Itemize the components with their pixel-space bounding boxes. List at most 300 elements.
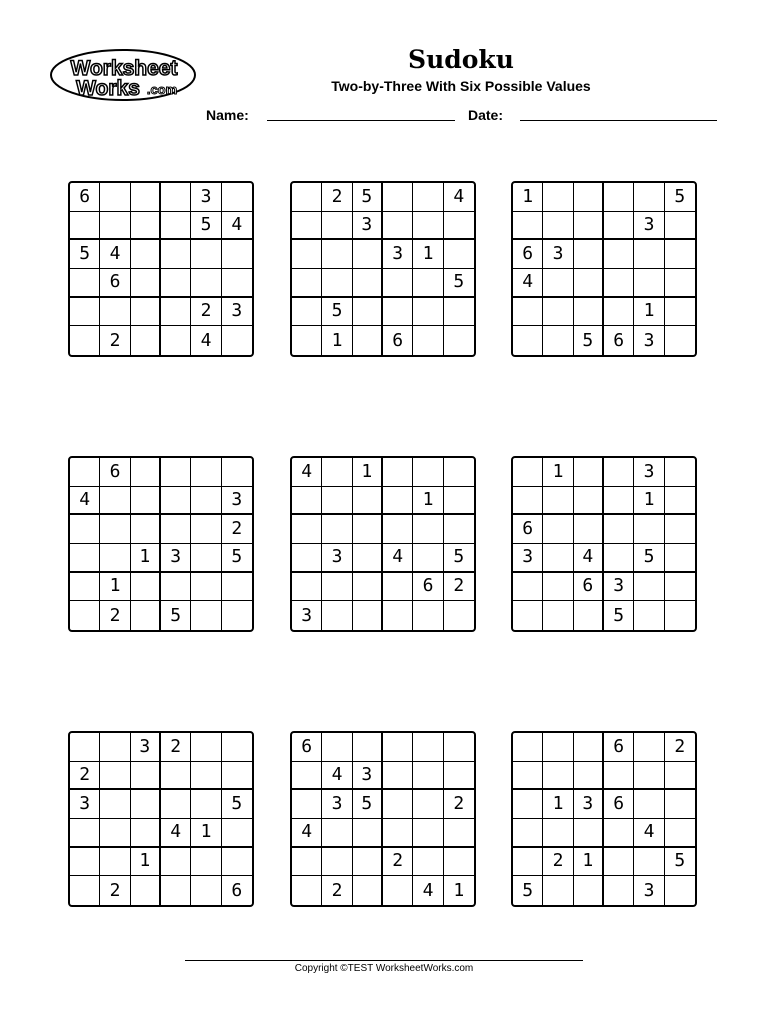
sudoku-cell[interactable] — [665, 790, 695, 819]
sudoku-cell[interactable] — [665, 515, 695, 544]
sudoku-cell[interactable] — [513, 733, 543, 762]
sudoku-cell[interactable] — [574, 240, 604, 269]
sudoku-cell[interactable] — [444, 298, 474, 327]
sudoku-cell[interactable] — [100, 544, 130, 573]
sudoku-cell[interactable] — [383, 183, 413, 212]
sudoku-cell[interactable] — [444, 240, 474, 269]
sudoku-cell[interactable] — [100, 762, 130, 791]
sudoku-cell[interactable]: 6 — [604, 326, 634, 355]
sudoku-cell[interactable] — [634, 790, 664, 819]
sudoku-cell[interactable]: 5 — [222, 544, 252, 573]
sudoku-cell[interactable] — [292, 269, 322, 298]
sudoku-cell[interactable] — [604, 819, 634, 848]
sudoku-cell[interactable]: 1 — [191, 819, 221, 848]
sudoku-cell[interactable] — [161, 183, 191, 212]
sudoku-cell[interactable] — [322, 240, 352, 269]
sudoku-cell[interactable] — [543, 573, 573, 602]
sudoku-cell[interactable] — [353, 487, 383, 516]
sudoku-cell[interactable] — [191, 848, 221, 877]
sudoku-cell[interactable]: 5 — [444, 544, 474, 573]
sudoku-cell[interactable] — [604, 876, 634, 905]
sudoku-cell[interactable] — [543, 819, 573, 848]
sudoku-cell[interactable] — [322, 458, 352, 487]
sudoku-cell[interactable] — [413, 790, 443, 819]
sudoku-cell[interactable]: 1 — [353, 458, 383, 487]
sudoku-cell[interactable] — [100, 487, 130, 516]
sudoku-cell[interactable] — [131, 819, 161, 848]
sudoku-cell[interactable] — [444, 848, 474, 877]
sudoku-cell[interactable] — [383, 733, 413, 762]
sudoku-cell[interactable]: 6 — [513, 240, 543, 269]
sudoku-cell[interactable] — [161, 790, 191, 819]
sudoku-cell[interactable] — [222, 762, 252, 791]
sudoku-cell[interactable] — [543, 183, 573, 212]
sudoku-cell[interactable] — [604, 515, 634, 544]
sudoku-cell[interactable] — [543, 515, 573, 544]
sudoku-cell[interactable] — [322, 601, 352, 630]
sudoku-cell[interactable] — [70, 212, 100, 241]
sudoku-cell[interactable] — [70, 819, 100, 848]
sudoku-cell[interactable] — [70, 269, 100, 298]
sudoku-cell[interactable] — [383, 876, 413, 905]
sudoku-cell[interactable] — [322, 819, 352, 848]
sudoku-cell[interactable] — [513, 487, 543, 516]
sudoku-cell[interactable]: 4 — [100, 240, 130, 269]
sudoku-cell[interactable] — [70, 601, 100, 630]
sudoku-cell[interactable] — [131, 269, 161, 298]
sudoku-cell[interactable] — [131, 762, 161, 791]
sudoku-cell[interactable] — [604, 183, 634, 212]
sudoku-cell[interactable] — [513, 762, 543, 791]
sudoku-cell[interactable] — [543, 876, 573, 905]
sudoku-cell[interactable] — [70, 733, 100, 762]
sudoku-cell[interactable] — [383, 573, 413, 602]
sudoku-cell[interactable] — [70, 326, 100, 355]
sudoku-cell[interactable]: 1 — [513, 183, 543, 212]
sudoku-cell[interactable]: 4 — [222, 212, 252, 241]
sudoku-cell[interactable]: 4 — [413, 876, 443, 905]
sudoku-cell[interactable] — [161, 298, 191, 327]
sudoku-cell[interactable] — [191, 876, 221, 905]
sudoku-cell[interactable]: 2 — [383, 848, 413, 877]
sudoku-cell[interactable]: 5 — [444, 269, 474, 298]
sudoku-cell[interactable]: 4 — [322, 762, 352, 791]
sudoku-cell[interactable] — [665, 762, 695, 791]
sudoku-cell[interactable]: 6 — [574, 573, 604, 602]
sudoku-cell[interactable]: 1 — [634, 298, 664, 327]
sudoku-cell[interactable]: 3 — [634, 876, 664, 905]
sudoku-cell[interactable] — [513, 819, 543, 848]
sudoku-cell[interactable]: 5 — [513, 876, 543, 905]
sudoku-cell[interactable] — [444, 487, 474, 516]
sudoku-cell[interactable] — [292, 326, 322, 355]
sudoku-cell[interactable] — [665, 876, 695, 905]
sudoku-cell[interactable]: 1 — [131, 544, 161, 573]
sudoku-cell[interactable] — [322, 269, 352, 298]
sudoku-cell[interactable] — [100, 298, 130, 327]
sudoku-cell[interactable]: 6 — [413, 573, 443, 602]
sudoku-cell[interactable] — [574, 601, 604, 630]
sudoku-cell[interactable]: 5 — [161, 601, 191, 630]
sudoku-cell[interactable] — [604, 212, 634, 241]
sudoku-cell[interactable] — [353, 544, 383, 573]
sudoku-cell[interactable] — [353, 240, 383, 269]
sudoku-cell[interactable] — [513, 601, 543, 630]
sudoku-cell[interactable] — [222, 573, 252, 602]
sudoku-cell[interactable]: 2 — [222, 515, 252, 544]
sudoku-cell[interactable]: 5 — [574, 326, 604, 355]
sudoku-cell[interactable] — [292, 298, 322, 327]
sudoku-cell[interactable] — [292, 876, 322, 905]
sudoku-cell[interactable] — [100, 733, 130, 762]
sudoku-cell[interactable] — [322, 212, 352, 241]
sudoku-cell[interactable]: 2 — [665, 733, 695, 762]
sudoku-cell[interactable] — [665, 601, 695, 630]
sudoku-cell[interactable]: 4 — [513, 269, 543, 298]
sudoku-cell[interactable]: 3 — [191, 183, 221, 212]
sudoku-cell[interactable] — [322, 848, 352, 877]
sudoku-cell[interactable] — [513, 848, 543, 877]
sudoku-cell[interactable] — [513, 326, 543, 355]
sudoku-cell[interactable] — [70, 298, 100, 327]
sudoku-cell[interactable] — [543, 326, 573, 355]
sudoku-cell[interactable] — [604, 762, 634, 791]
sudoku-cell[interactable] — [543, 544, 573, 573]
sudoku-cell[interactable] — [665, 240, 695, 269]
sudoku-cell[interactable] — [413, 298, 443, 327]
sudoku-cell[interactable] — [543, 212, 573, 241]
sudoku-cell[interactable] — [665, 573, 695, 602]
name-field[interactable] — [267, 120, 455, 121]
sudoku-cell[interactable] — [353, 876, 383, 905]
sudoku-cell[interactable] — [131, 212, 161, 241]
sudoku-cell[interactable] — [574, 298, 604, 327]
sudoku-cell[interactable] — [513, 790, 543, 819]
sudoku-cell[interactable]: 5 — [222, 790, 252, 819]
sudoku-cell[interactable] — [100, 848, 130, 877]
sudoku-cell[interactable]: 4 — [161, 819, 191, 848]
sudoku-cell[interactable]: 1 — [100, 573, 130, 602]
sudoku-cell[interactable] — [222, 848, 252, 877]
sudoku-cell[interactable]: 1 — [322, 326, 352, 355]
sudoku-cell[interactable] — [413, 544, 443, 573]
sudoku-cell[interactable] — [444, 733, 474, 762]
sudoku-cell[interactable] — [444, 212, 474, 241]
sudoku-cell[interactable] — [574, 183, 604, 212]
sudoku-cell[interactable] — [383, 487, 413, 516]
sudoku-cell[interactable] — [574, 819, 604, 848]
sudoku-cell[interactable] — [383, 601, 413, 630]
sudoku-cell[interactable] — [191, 487, 221, 516]
sudoku-cell[interactable] — [131, 183, 161, 212]
sudoku-cell[interactable] — [353, 269, 383, 298]
sudoku-cell[interactable] — [665, 326, 695, 355]
sudoku-cell[interactable] — [191, 573, 221, 602]
sudoku-cell[interactable] — [413, 458, 443, 487]
sudoku-cell[interactable] — [413, 269, 443, 298]
sudoku-cell[interactable] — [513, 298, 543, 327]
sudoku-cell[interactable]: 3 — [322, 790, 352, 819]
sudoku-cell[interactable]: 3 — [322, 544, 352, 573]
sudoku-cell[interactable] — [161, 269, 191, 298]
sudoku-cell[interactable]: 1 — [574, 848, 604, 877]
sudoku-cell[interactable] — [383, 458, 413, 487]
sudoku-cell[interactable] — [292, 212, 322, 241]
sudoku-cell[interactable] — [100, 212, 130, 241]
sudoku-cell[interactable] — [383, 790, 413, 819]
sudoku-cell[interactable] — [574, 733, 604, 762]
sudoku-cell[interactable]: 4 — [70, 487, 100, 516]
sudoku-cell[interactable]: 6 — [100, 269, 130, 298]
sudoku-cell[interactable]: 3 — [292, 601, 322, 630]
sudoku-cell[interactable] — [383, 515, 413, 544]
sudoku-cell[interactable] — [70, 458, 100, 487]
sudoku-cell[interactable]: 4 — [292, 458, 322, 487]
sudoku-cell[interactable] — [131, 876, 161, 905]
sudoku-cell[interactable] — [70, 515, 100, 544]
sudoku-cell[interactable]: 6 — [383, 326, 413, 355]
sudoku-cell[interactable]: 2 — [322, 876, 352, 905]
sudoku-cell[interactable] — [161, 876, 191, 905]
sudoku-cell[interactable] — [604, 298, 634, 327]
sudoku-cell[interactable] — [161, 240, 191, 269]
sudoku-cell[interactable] — [574, 515, 604, 544]
sudoku-cell[interactable]: 6 — [100, 458, 130, 487]
date-field[interactable] — [520, 120, 717, 121]
sudoku-cell[interactable] — [413, 326, 443, 355]
sudoku-cell[interactable]: 6 — [231, 879, 243, 901]
sudoku-cell[interactable] — [292, 183, 322, 212]
sudoku-cell[interactable] — [543, 487, 573, 516]
sudoku-cell[interactable] — [322, 487, 352, 516]
sudoku-cell[interactable]: 2 — [70, 762, 100, 791]
sudoku-cell[interactable] — [665, 487, 695, 516]
sudoku-cell[interactable] — [383, 298, 413, 327]
sudoku-cell[interactable]: 5 — [665, 848, 695, 877]
sudoku-cell[interactable] — [100, 183, 130, 212]
sudoku-cell[interactable] — [543, 733, 573, 762]
sudoku-cell[interactable]: 3 — [383, 240, 413, 269]
sudoku-cell[interactable]: 1 — [543, 458, 573, 487]
sudoku-cell[interactable] — [543, 601, 573, 630]
sudoku-cell[interactable] — [100, 819, 130, 848]
sudoku-cell[interactable]: 3 — [513, 544, 543, 573]
sudoku-cell[interactable]: 2 — [100, 601, 130, 630]
sudoku-cell[interactable] — [161, 515, 191, 544]
sudoku-cell[interactable]: 5 — [191, 212, 221, 241]
sudoku-cell[interactable] — [604, 848, 634, 877]
sudoku-cell[interactable] — [100, 790, 130, 819]
sudoku-cell[interactable] — [574, 269, 604, 298]
sudoku-cell[interactable]: 3 — [634, 212, 664, 241]
sudoku-cell[interactable] — [604, 544, 634, 573]
sudoku-cell[interactable] — [292, 762, 322, 791]
sudoku-cell[interactable]: 5 — [353, 183, 383, 212]
sudoku-cell[interactable] — [131, 573, 161, 602]
sudoku-cell[interactable] — [161, 573, 191, 602]
sudoku-cell[interactable] — [604, 240, 634, 269]
sudoku-cell[interactable]: 4 — [191, 326, 221, 355]
sudoku-cell[interactable] — [634, 573, 664, 602]
sudoku-cell[interactable] — [574, 458, 604, 487]
sudoku-cell[interactable] — [634, 515, 664, 544]
sudoku-cell[interactable] — [413, 212, 443, 241]
sudoku-cell[interactable] — [634, 762, 664, 791]
sudoku-cell[interactable]: 3 — [604, 573, 634, 602]
sudoku-cell[interactable]: 3 — [131, 733, 161, 762]
sudoku-cell[interactable] — [191, 762, 221, 791]
sudoku-cell[interactable] — [513, 573, 543, 602]
sudoku-cell[interactable] — [161, 762, 191, 791]
sudoku-cell[interactable] — [161, 848, 191, 877]
sudoku-cell[interactable] — [665, 819, 695, 848]
sudoku-cell[interactable]: 2 — [100, 876, 130, 905]
sudoku-cell[interactable] — [70, 544, 100, 573]
sudoku-cell[interactable] — [70, 848, 100, 877]
sudoku-cell[interactable] — [604, 458, 634, 487]
sudoku-cell[interactable] — [574, 487, 604, 516]
sudoku-cell[interactable] — [634, 848, 664, 877]
sudoku-cell[interactable] — [161, 487, 191, 516]
sudoku-cell[interactable]: 5 — [665, 183, 695, 212]
sudoku-cell[interactable] — [131, 458, 161, 487]
sudoku-cell[interactable]: 2 — [161, 733, 191, 762]
sudoku-cell[interactable]: 4 — [574, 544, 604, 573]
sudoku-cell[interactable]: 3 — [222, 487, 252, 516]
sudoku-cell[interactable]: 3 — [634, 458, 664, 487]
sudoku-cell[interactable] — [444, 458, 474, 487]
sudoku-cell[interactable]: 1 — [413, 487, 443, 516]
sudoku-cell[interactable] — [131, 487, 161, 516]
sudoku-cell[interactable] — [383, 269, 413, 298]
sudoku-cell[interactable]: 6 — [604, 733, 634, 762]
sudoku-cell[interactable] — [292, 240, 322, 269]
sudoku-cell[interactable] — [131, 601, 161, 630]
sudoku-cell[interactable] — [413, 819, 443, 848]
sudoku-cell[interactable] — [322, 733, 352, 762]
sudoku-cell[interactable] — [665, 212, 695, 241]
sudoku-cell[interactable] — [665, 544, 695, 573]
sudoku-cell[interactable]: 4 — [634, 819, 664, 848]
sudoku-cell[interactable] — [383, 819, 413, 848]
sudoku-cell[interactable]: 3 — [634, 326, 664, 355]
sudoku-cell[interactable]: 2 — [191, 298, 221, 327]
sudoku-cell[interactable]: 3 — [70, 790, 100, 819]
sudoku-cell[interactable] — [353, 573, 383, 602]
sudoku-cell[interactable] — [444, 762, 474, 791]
sudoku-cell[interactable] — [292, 487, 322, 516]
sudoku-cell[interactable] — [413, 515, 443, 544]
sudoku-cell[interactable]: 2 — [100, 326, 130, 355]
sudoku-cell[interactable]: 6 — [604, 790, 634, 819]
sudoku-cell[interactable]: 1 — [131, 848, 161, 877]
sudoku-cell[interactable] — [413, 183, 443, 212]
sudoku-cell[interactable] — [665, 298, 695, 327]
sudoku-cell[interactable] — [292, 790, 322, 819]
sudoku-cell[interactable] — [131, 326, 161, 355]
sudoku-cell[interactable] — [665, 458, 695, 487]
sudoku-cell[interactable] — [222, 733, 252, 762]
sudoku-cell[interactable] — [322, 515, 352, 544]
sudoku-cell[interactable]: 4 — [444, 183, 474, 212]
sudoku-cell[interactable] — [634, 183, 664, 212]
sudoku-cell[interactable]: 3 — [353, 762, 383, 791]
sudoku-cell[interactable]: 3 — [222, 298, 252, 327]
sudoku-cell[interactable] — [634, 240, 664, 269]
sudoku-cell[interactable] — [70, 573, 100, 602]
sudoku-cell[interactable] — [513, 212, 543, 241]
sudoku-cell[interactable] — [222, 458, 252, 487]
sudoku-cell[interactable] — [413, 762, 443, 791]
sudoku-cell[interactable] — [131, 790, 161, 819]
sudoku-cell[interactable]: 1 — [453, 879, 465, 901]
sudoku-cell[interactable] — [513, 458, 543, 487]
sudoku-cell[interactable] — [161, 326, 191, 355]
sudoku-cell[interactable]: 6 — [513, 515, 543, 544]
sudoku-cell[interactable] — [70, 876, 100, 905]
sudoku-cell[interactable]: 4 — [383, 544, 413, 573]
sudoku-cell[interactable]: 2 — [444, 790, 474, 819]
sudoku-cell[interactable]: 2 — [322, 183, 352, 212]
sudoku-cell[interactable]: 4 — [292, 819, 322, 848]
sudoku-cell[interactable] — [222, 819, 252, 848]
sudoku-cell[interactable]: 3 — [574, 790, 604, 819]
sudoku-cell[interactable]: 6 — [292, 733, 322, 762]
sudoku-cell[interactable] — [292, 573, 322, 602]
sudoku-cell[interactable] — [353, 601, 383, 630]
sudoku-cell[interactable] — [353, 819, 383, 848]
sudoku-cell[interactable]: 5 — [70, 240, 100, 269]
sudoku-cell[interactable] — [413, 733, 443, 762]
sudoku-cell[interactable]: 2 — [444, 573, 474, 602]
sudoku-cell[interactable]: 5 — [604, 601, 634, 630]
sudoku-cell[interactable] — [161, 212, 191, 241]
sudoku-cell[interactable]: 1 — [543, 790, 573, 819]
sudoku-cell[interactable] — [353, 515, 383, 544]
sudoku-cell[interactable] — [634, 733, 664, 762]
sudoku-cell[interactable] — [543, 269, 573, 298]
sudoku-cell[interactable] — [191, 733, 221, 762]
sudoku-cell[interactable] — [100, 515, 130, 544]
sudoku-cell[interactable] — [222, 269, 252, 298]
sudoku-cell[interactable] — [353, 298, 383, 327]
sudoku-cell[interactable] — [574, 212, 604, 241]
sudoku-cell[interactable] — [191, 790, 221, 819]
sudoku-cell[interactable]: 3 — [353, 212, 383, 241]
sudoku-cell[interactable] — [604, 269, 634, 298]
sudoku-cell[interactable] — [222, 601, 252, 630]
sudoku-cell[interactable] — [604, 487, 634, 516]
sudoku-cell[interactable] — [191, 515, 221, 544]
sudoku-cell[interactable] — [292, 848, 322, 877]
sudoku-cell[interactable] — [292, 544, 322, 573]
sudoku-cell[interactable] — [574, 876, 604, 905]
sudoku-cell[interactable] — [383, 212, 413, 241]
sudoku-cell[interactable] — [222, 183, 252, 212]
sudoku-cell[interactable] — [131, 298, 161, 327]
sudoku-cell[interactable]: 5 — [353, 790, 383, 819]
sudoku-cell[interactable] — [634, 269, 664, 298]
sudoku-cell[interactable] — [292, 515, 322, 544]
sudoku-cell[interactable] — [353, 848, 383, 877]
sudoku-cell[interactable] — [444, 326, 474, 355]
sudoku-cell[interactable] — [413, 848, 443, 877]
sudoku-cell[interactable] — [131, 240, 161, 269]
sudoku-cell[interactable]: 1 — [413, 240, 443, 269]
sudoku-cell[interactable]: 2 — [543, 848, 573, 877]
sudoku-cell[interactable] — [543, 298, 573, 327]
sudoku-cell[interactable]: 5 — [634, 544, 664, 573]
